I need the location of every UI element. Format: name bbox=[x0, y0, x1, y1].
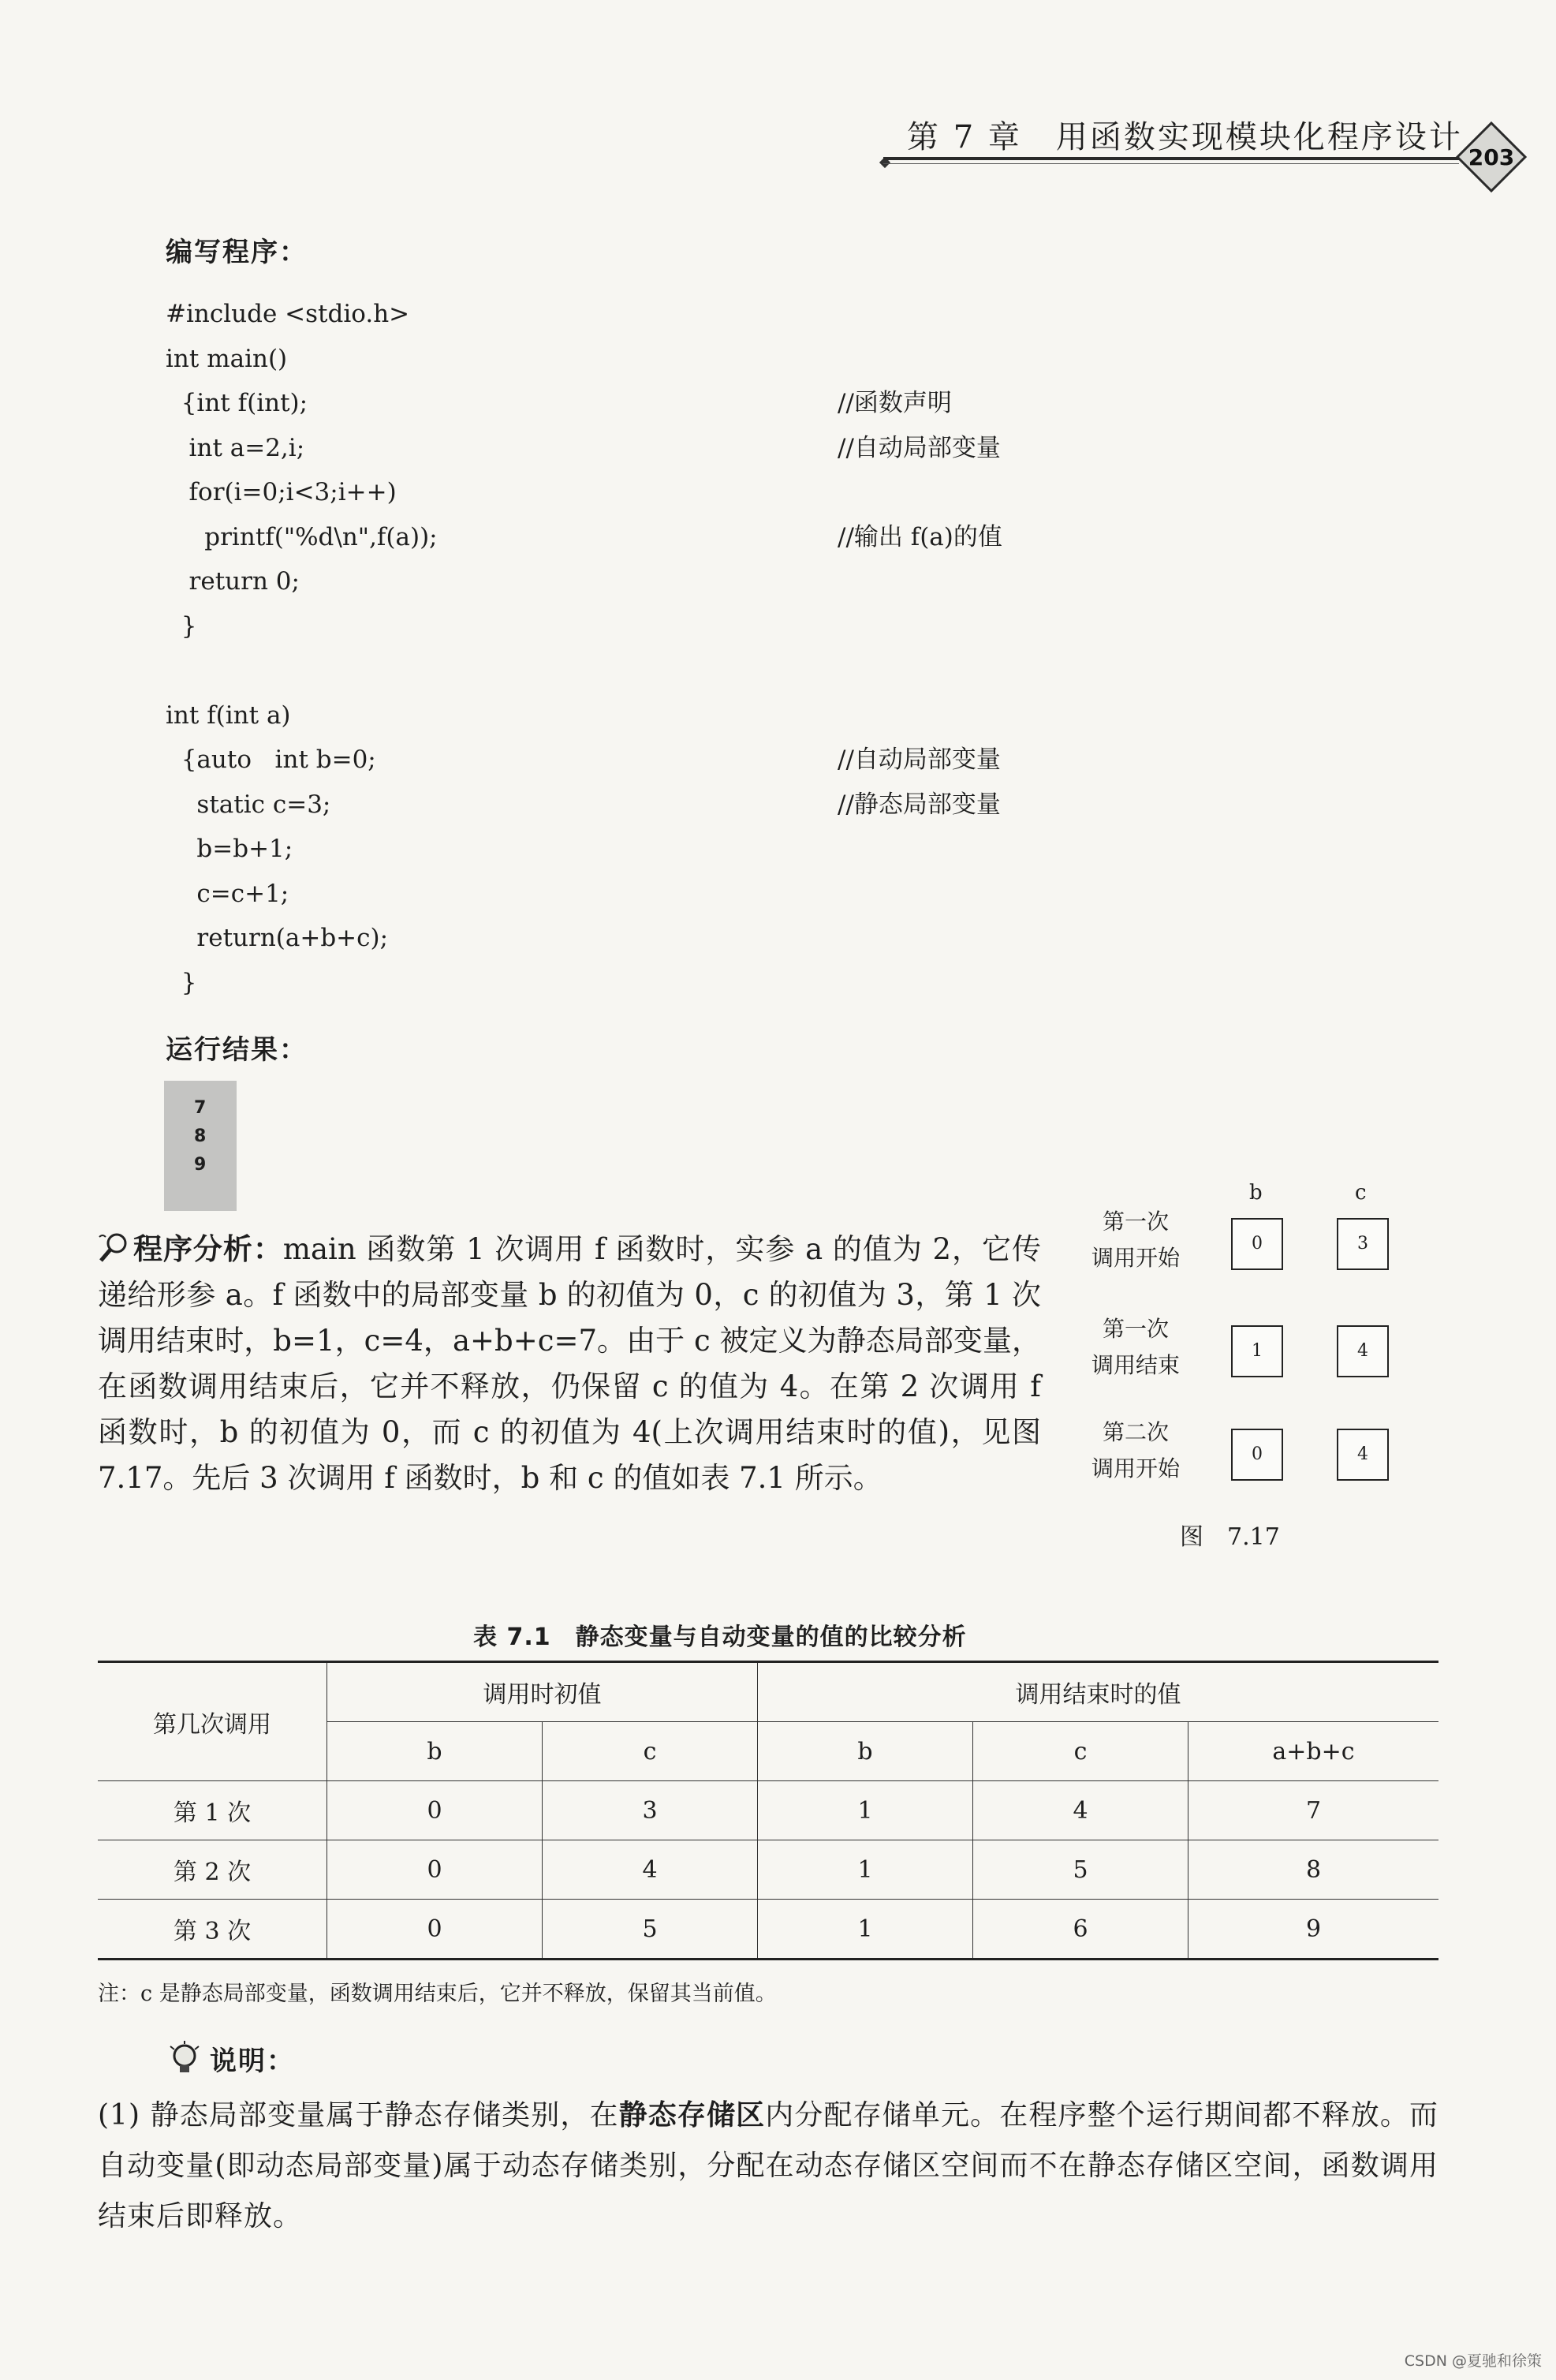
output-line-1: 7 bbox=[194, 1098, 207, 1118]
table-cell: 7 bbox=[1188, 1781, 1439, 1840]
code-line: } bbox=[166, 969, 197, 997]
table-header-init: 调用时初值 bbox=[327, 1662, 758, 1722]
table-cell: 6 bbox=[973, 1900, 1188, 1960]
figure-col-b: b bbox=[1249, 1181, 1263, 1205]
figure-value-box-c: 3 bbox=[1337, 1218, 1389, 1270]
table-subheader: a+b+c bbox=[1188, 1722, 1439, 1781]
table-caption: 表 7.1 静态变量与自动变量的值的比较分析 bbox=[473, 1623, 967, 1651]
chapter-title: 第 7 章 用函数实现模块化程序设计 bbox=[907, 119, 1463, 155]
table-note: 注：c 是静态局部变量，函数调用结束后，它并不释放，保留其当前值。 bbox=[98, 1982, 777, 2006]
code-comment: //静态局部变量 bbox=[838, 790, 1001, 819]
table-subheader: c bbox=[973, 1722, 1188, 1781]
analysis-paragraph bbox=[98, 1227, 1041, 1501]
code-line: {auto int b=0; bbox=[166, 745, 376, 774]
table-cell-call: 第 1 次 bbox=[98, 1781, 327, 1840]
explanation-heading-row bbox=[166, 2039, 295, 2078]
code-line: return 0; bbox=[166, 567, 300, 596]
table-cell: 1 bbox=[758, 1781, 973, 1840]
table-cell: 0 bbox=[327, 1781, 543, 1840]
explanation-heading: 说明： bbox=[210, 2046, 295, 2077]
table-cell: 9 bbox=[1188, 1900, 1439, 1960]
table-cell: 0 bbox=[327, 1840, 543, 1900]
figure-row-label: 第一次 调用结束 bbox=[1091, 1316, 1180, 1378]
code-line: } bbox=[166, 612, 197, 641]
code-line: for(i=0;i<3;i++) bbox=[166, 478, 397, 506]
output-line-2: 8 bbox=[194, 1126, 207, 1146]
table-header-call: 第几次调用 bbox=[98, 1662, 327, 1781]
table-header-end: 调用结束时的值 bbox=[758, 1662, 1439, 1722]
figure-value-box-b: 0 bbox=[1231, 1218, 1283, 1270]
table-cell: 4 bbox=[543, 1840, 758, 1900]
figure-value-box-b: 1 bbox=[1231, 1325, 1283, 1377]
table-cell: 4 bbox=[973, 1781, 1188, 1840]
table-cell: 5 bbox=[973, 1840, 1188, 1900]
figure-col-c: c bbox=[1355, 1181, 1367, 1205]
result-heading: 运行结果： bbox=[166, 1034, 308, 1066]
table-cell-call: 第 3 次 bbox=[98, 1900, 327, 1960]
figure-value-box-c: 4 bbox=[1337, 1429, 1389, 1481]
code-line: printf("%d\n",f(a)); bbox=[166, 523, 438, 551]
code-line: int f(int a) bbox=[166, 701, 291, 730]
code-line: int a=2,i; bbox=[166, 434, 305, 462]
code-line: c=c+1; bbox=[166, 880, 289, 908]
table-row bbox=[98, 1781, 1438, 1840]
table-cell: 5 bbox=[543, 1900, 758, 1960]
magnifier-icon bbox=[98, 1232, 132, 1264]
table-row bbox=[98, 1900, 1438, 1960]
code-comment: //自动局部变量 bbox=[838, 745, 1001, 774]
code-line: static c=3; bbox=[166, 790, 331, 819]
table-cell-call: 第 2 次 bbox=[98, 1840, 327, 1900]
header-rule-thin bbox=[883, 163, 1459, 164]
table-cell: 3 bbox=[543, 1781, 758, 1840]
table-cell: 1 bbox=[758, 1900, 973, 1960]
code-line: {int f(int); bbox=[166, 389, 308, 417]
comparison-table bbox=[98, 1661, 1438, 1960]
table-subheader: b bbox=[758, 1722, 973, 1781]
code-comment: //自动局部变量 bbox=[838, 434, 1001, 462]
analysis-text: main 函数第 1 次调用 f 函数时，实参 a 的值为 2，它传递给形参 a。f 函数中的局部变量 b 的初值为 0，c 的初值为 3，第 1 次调用结束时，b=1，c=4，a+b+c=7。由于 c 被定义为静态局部变量，在函数调用结束后，它并不释放，仍保留 c 的值为 4。在第 2 次调用 f 函数时，b 的初值为 0，而 c 的初值为 4(上次调用结束时的值)，见图 7.17。先后 3 次调用 f 函数时，b 和 c 的值如表 7.1 所示。 bbox=[98, 1232, 1042, 1495]
explanation-bold-term: 静态存储区 bbox=[618, 2099, 766, 2132]
header-rule bbox=[883, 157, 1459, 160]
code-line: b=b+1; bbox=[166, 835, 293, 863]
lightbulb-icon bbox=[166, 2040, 203, 2078]
output-line-3: 9 bbox=[194, 1155, 207, 1175]
explanation-paragraph: (1) 静态局部变量属于静态存储类别，在静态存储区内分配存储单元。在程序整个运行期间都不释放。而自动变量(即动态局部变量)属于动态存储类别，分配在动态存储区空间而不在静态存储区空间，函数调用结束后即释放。 bbox=[98, 2099, 1438, 2232]
figure-row-label: 第二次 调用开始 bbox=[1091, 1419, 1180, 1481]
table-subheader: b bbox=[327, 1722, 543, 1781]
code-comment: //输出 f(a)的值 bbox=[838, 523, 1002, 551]
page-number: 203 bbox=[1468, 144, 1515, 170]
table-cell: 1 bbox=[758, 1840, 973, 1900]
code-comment: //函数声明 bbox=[838, 389, 952, 417]
code-line: #include <stdio.h> bbox=[166, 300, 410, 328]
program-heading: 编写程序： bbox=[166, 237, 308, 268]
code-line: return(a+b+c); bbox=[166, 924, 389, 952]
figure-value-box-c: 4 bbox=[1337, 1325, 1389, 1377]
table-cell: 0 bbox=[327, 1900, 543, 1960]
table-cell: 8 bbox=[1188, 1840, 1439, 1900]
table-subheader: c bbox=[543, 1722, 758, 1781]
page-number-badge bbox=[1456, 121, 1527, 192]
analysis-lead: 程序分析： bbox=[132, 1232, 283, 1266]
watermark: CSDN @夏驰和徐策 bbox=[1404, 2352, 1542, 2370]
figure-caption: 图 7.17 bbox=[1180, 1523, 1280, 1551]
figure-value-box-b: 0 bbox=[1231, 1429, 1283, 1481]
code-line: int main() bbox=[166, 345, 288, 373]
figure-row-label: 第一次 调用开始 bbox=[1091, 1209, 1180, 1271]
table-row bbox=[98, 1840, 1438, 1900]
